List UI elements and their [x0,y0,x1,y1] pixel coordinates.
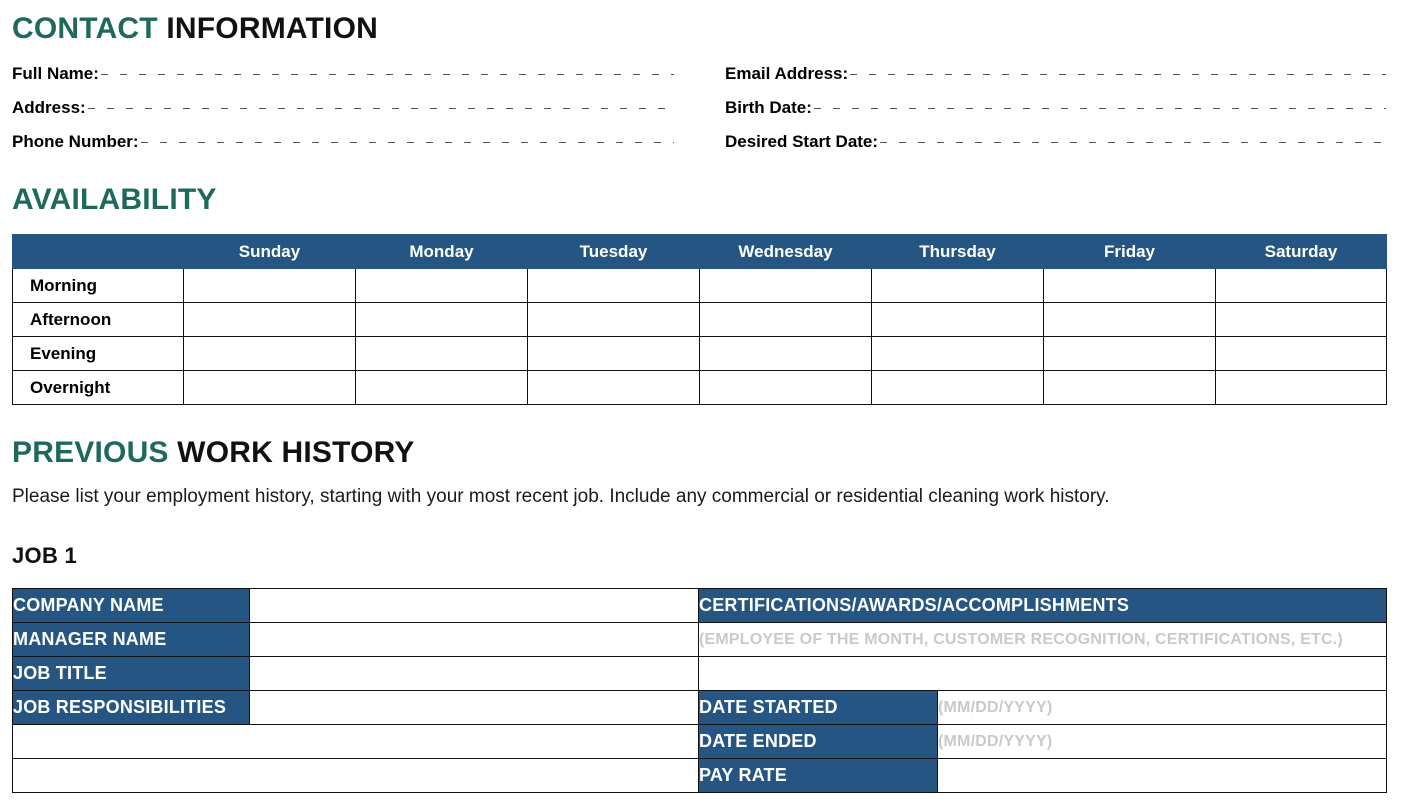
contact-fields-left [12,64,674,166]
email-address-label: Email Address: [725,64,849,83]
work-history-instructions: Please list your employment history, starting with your most recent job. Include any commercial or residential cleaning work history. [12,486,1110,507]
phone-number-input[interactable] [141,142,674,143]
job-responsibilities-overflow-1[interactable] [13,725,699,759]
full-name-label: Full Name: [12,64,99,83]
period-label-overnight: Overnight [13,371,184,405]
table-row [699,589,1387,623]
availability-cell-evening-monday[interactable] [356,337,528,371]
work-history-heading-rest: WORK HISTORY [168,436,415,469]
birth-date-label: Birth Date: [725,98,812,117]
availability-cell-overnight-saturday[interactable] [1216,371,1387,405]
date-started-input[interactable]: (MM/DD/YYYY) [938,691,1387,725]
day-header-friday: Friday [1044,235,1216,269]
certifications-input[interactable] [699,657,1387,691]
availability-cell-afternoon-monday[interactable] [356,303,528,337]
job-1-certifications-table [698,588,1387,793]
availability-cell-morning-sunday[interactable] [184,269,356,303]
availability-table [12,234,1387,405]
manager-name-label: MANAGER NAME [13,623,250,657]
availability-cell-evening-friday[interactable] [1044,337,1216,371]
availability-cell-morning-thursday[interactable] [872,269,1044,303]
availability-cell-morning-saturday[interactable] [1216,269,1387,303]
work-history-heading-accent: PREVIOUS [12,436,169,469]
contact-information-heading [12,14,378,44]
availability-cell-overnight-thursday[interactable] [872,371,1044,405]
table-row [13,589,699,623]
job-title-input[interactable] [250,657,699,691]
period-label-afternoon: Afternoon [13,303,184,337]
availability-corner-cell [13,235,184,269]
email-address-row [725,64,1386,98]
company-name-label: COMPANY NAME [13,589,250,623]
period-label-morning: Morning [13,269,184,303]
full-name-input[interactable] [101,74,674,75]
address-input[interactable] [88,108,674,109]
job-responsibilities-input[interactable] [250,691,699,725]
availability-cell-overnight-wednesday[interactable] [700,371,872,405]
availability-header-row [13,235,1387,269]
availability-cell-morning-monday[interactable] [356,269,528,303]
table-row [699,759,1387,793]
manager-name-input[interactable] [250,623,699,657]
phone-number-row [12,132,674,166]
table-row [699,725,1387,759]
availability-cell-evening-saturday[interactable] [1216,337,1387,371]
table-row [13,303,1387,337]
availability-cell-afternoon-saturday[interactable] [1216,303,1387,337]
availability-cell-afternoon-friday[interactable] [1044,303,1216,337]
availability-cell-afternoon-wednesday[interactable] [700,303,872,337]
job-1-heading: JOB 1 [12,543,78,568]
availability-cell-afternoon-thursday[interactable] [872,303,1044,337]
table-row [699,691,1387,725]
availability-cell-overnight-friday[interactable] [1044,371,1216,405]
date-ended-input[interactable]: (MM/DD/YYYY) [938,725,1387,759]
availability-cell-overnight-monday[interactable] [356,371,528,405]
company-name-input[interactable] [250,589,699,623]
availability-heading [12,185,217,215]
table-row [13,725,699,759]
availability-cell-afternoon-tuesday[interactable] [528,303,700,337]
birth-date-row [725,98,1386,132]
availability-cell-morning-tuesday[interactable] [528,269,700,303]
table-row [13,657,699,691]
table-row [699,657,1387,691]
period-label-evening: Evening [13,337,184,371]
availability-cell-morning-friday[interactable] [1044,269,1216,303]
certifications-hint: (EMPLOYEE OF THE MONTH, CUSTOMER RECOGNITION, CERTIFICATIONS, ETC.) [699,623,1387,657]
full-name-row [12,64,674,98]
contact-heading-accent: CONTACT [12,12,158,45]
desired-start-date-label: Desired Start Date: [725,132,879,151]
address-label: Address: [12,98,86,117]
desired-start-date-row [725,132,1386,166]
day-header-tuesday: Tuesday [528,235,700,269]
day-header-sunday: Sunday [184,235,356,269]
job-responsibilities-overflow-2[interactable] [13,759,699,793]
desired-start-date-input[interactable] [880,142,1386,143]
availability-cell-morning-wednesday[interactable] [700,269,872,303]
availability-heading-accent: AVAILABILITY [12,183,217,216]
email-address-input[interactable] [850,74,1386,75]
availability-cell-evening-tuesday[interactable] [528,337,700,371]
pay-rate-label: PAY RATE [699,759,938,793]
day-header-thursday: Thursday [872,235,1044,269]
work-history-heading [12,438,415,468]
availability-cell-afternoon-sunday[interactable] [184,303,356,337]
job-title-label: JOB TITLE [13,657,250,691]
table-row [13,691,699,725]
phone-number-label: Phone Number: [12,132,139,151]
table-row [13,759,699,793]
table-row [13,371,1387,405]
birth-date-input[interactable] [814,108,1386,109]
job-1-details-table [12,588,699,793]
day-header-saturday: Saturday [1216,235,1387,269]
pay-rate-input[interactable] [938,759,1387,793]
availability-cell-evening-thursday[interactable] [872,337,1044,371]
address-row [12,98,674,132]
day-header-monday: Monday [356,235,528,269]
availability-cell-overnight-sunday[interactable] [184,371,356,405]
availability-cell-overnight-tuesday[interactable] [528,371,700,405]
availability-cell-evening-sunday[interactable] [184,337,356,371]
date-ended-label: DATE ENDED [699,725,938,759]
date-started-label: DATE STARTED [699,691,938,725]
day-header-wednesday: Wednesday [700,235,872,269]
availability-cell-evening-wednesday[interactable] [700,337,872,371]
job-responsibilities-label: JOB RESPONSIBILITIES [13,691,250,725]
certifications-header: CERTIFICATIONS/AWARDS/ACCOMPLISHMENTS [699,589,1387,623]
contact-heading-rest: INFORMATION [157,12,378,45]
table-row [13,269,1387,303]
contact-fields-right [725,64,1386,166]
table-row [13,337,1387,371]
table-row [13,623,699,657]
table-row [699,623,1387,657]
